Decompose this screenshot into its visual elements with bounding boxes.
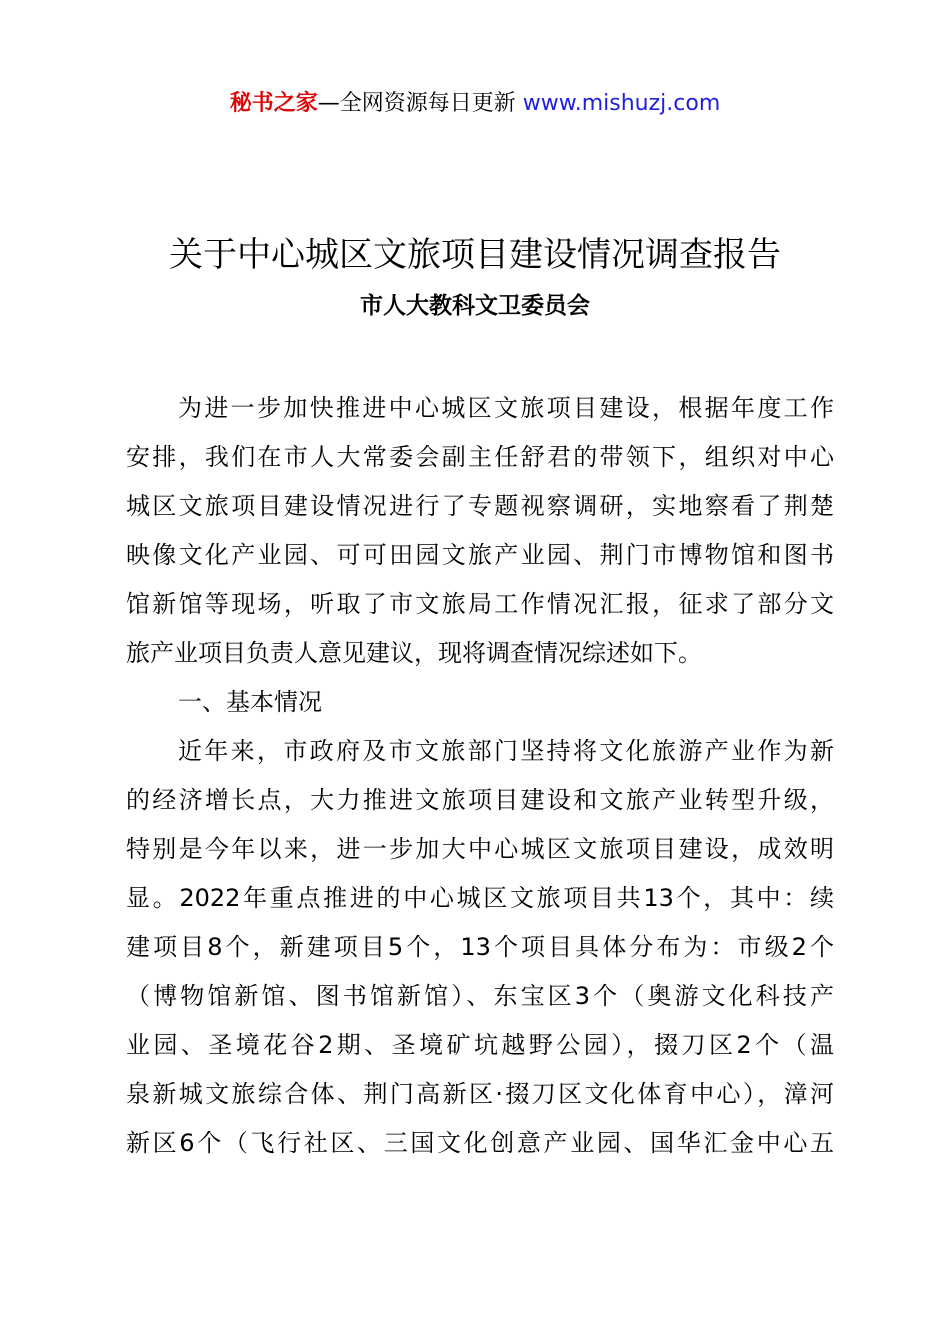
paragraph-2-line: 显。2022年重点推进的中心城区文旅项目共13个，其中：续 <box>126 884 834 912</box>
paragraph-2-line: 新区6个（飞行社区、三国文化创意产业园、国华汇金中心五 <box>126 1129 834 1157</box>
paragraph-1-line: 为进一步加快推进中心城区文旅项目建设，根据年度工作 <box>178 394 834 422</box>
paragraph-2-line: 特别是今年以来，进一步加大中心城区文旅项目建设，成效明 <box>126 835 834 863</box>
paragraph-2-line: 泉新城文旅综合体、荆门高新区·掇刀区文化体育中心），漳河 <box>126 1080 834 1108</box>
paragraph-2-line: 建项目8个，新建项目5个，13个项目具体分布为：市级2个 <box>126 933 834 961</box>
document-author: 市人大教科文卫委员会 <box>360 293 590 319</box>
section-1-heading: 一、基本情况 <box>178 688 322 716</box>
paragraph-2-line: 业园、圣境花谷2期、圣境矿坑越野公园），掇刀区2个（温 <box>126 1031 834 1059</box>
paragraph-1-line: 映像文化产业园、可可田园文旅产业园、荆门市博物馆和图书 <box>126 541 834 569</box>
paragraph-1-line: 城区文旅项目建设情况进行了专题视察调研，实地察看了荆楚 <box>126 492 834 520</box>
paragraph-1-line: 安排，我们在市人大常委会副主任舒君的带领下，组织对中心 <box>126 443 834 471</box>
site-tagline: —全网资源每日更新 <box>317 91 523 116</box>
paragraph-1-line: 馆新馆等现场，听取了市文旅局工作情况汇报，征求了部分文 <box>126 590 834 618</box>
paragraph-2-line: 的经济增长点，大力推进文旅项目建设和文旅产业转型升级， <box>126 786 834 814</box>
site-brand[interactable]: 秘书之家 <box>229 91 318 116</box>
document-title: 关于中心城区文旅项目建设情况调查报告 <box>169 235 781 275</box>
paragraph-1-line: 旅产业项目负责人意见建议，现将调查情况综述如下。 <box>126 639 702 667</box>
site-header <box>0 88 950 120</box>
site-url-link[interactable]: www.mishuzj.com <box>522 91 721 116</box>
paragraph-2-line: 近年来，市政府及市文旅部门坚持将文化旅游产业作为新 <box>178 737 834 765</box>
document-body <box>126 384 834 1168</box>
paragraph-2-line: （博物馆新馆、图书馆新馆）、东宝区3个（奥游文化科技产 <box>126 982 834 1010</box>
